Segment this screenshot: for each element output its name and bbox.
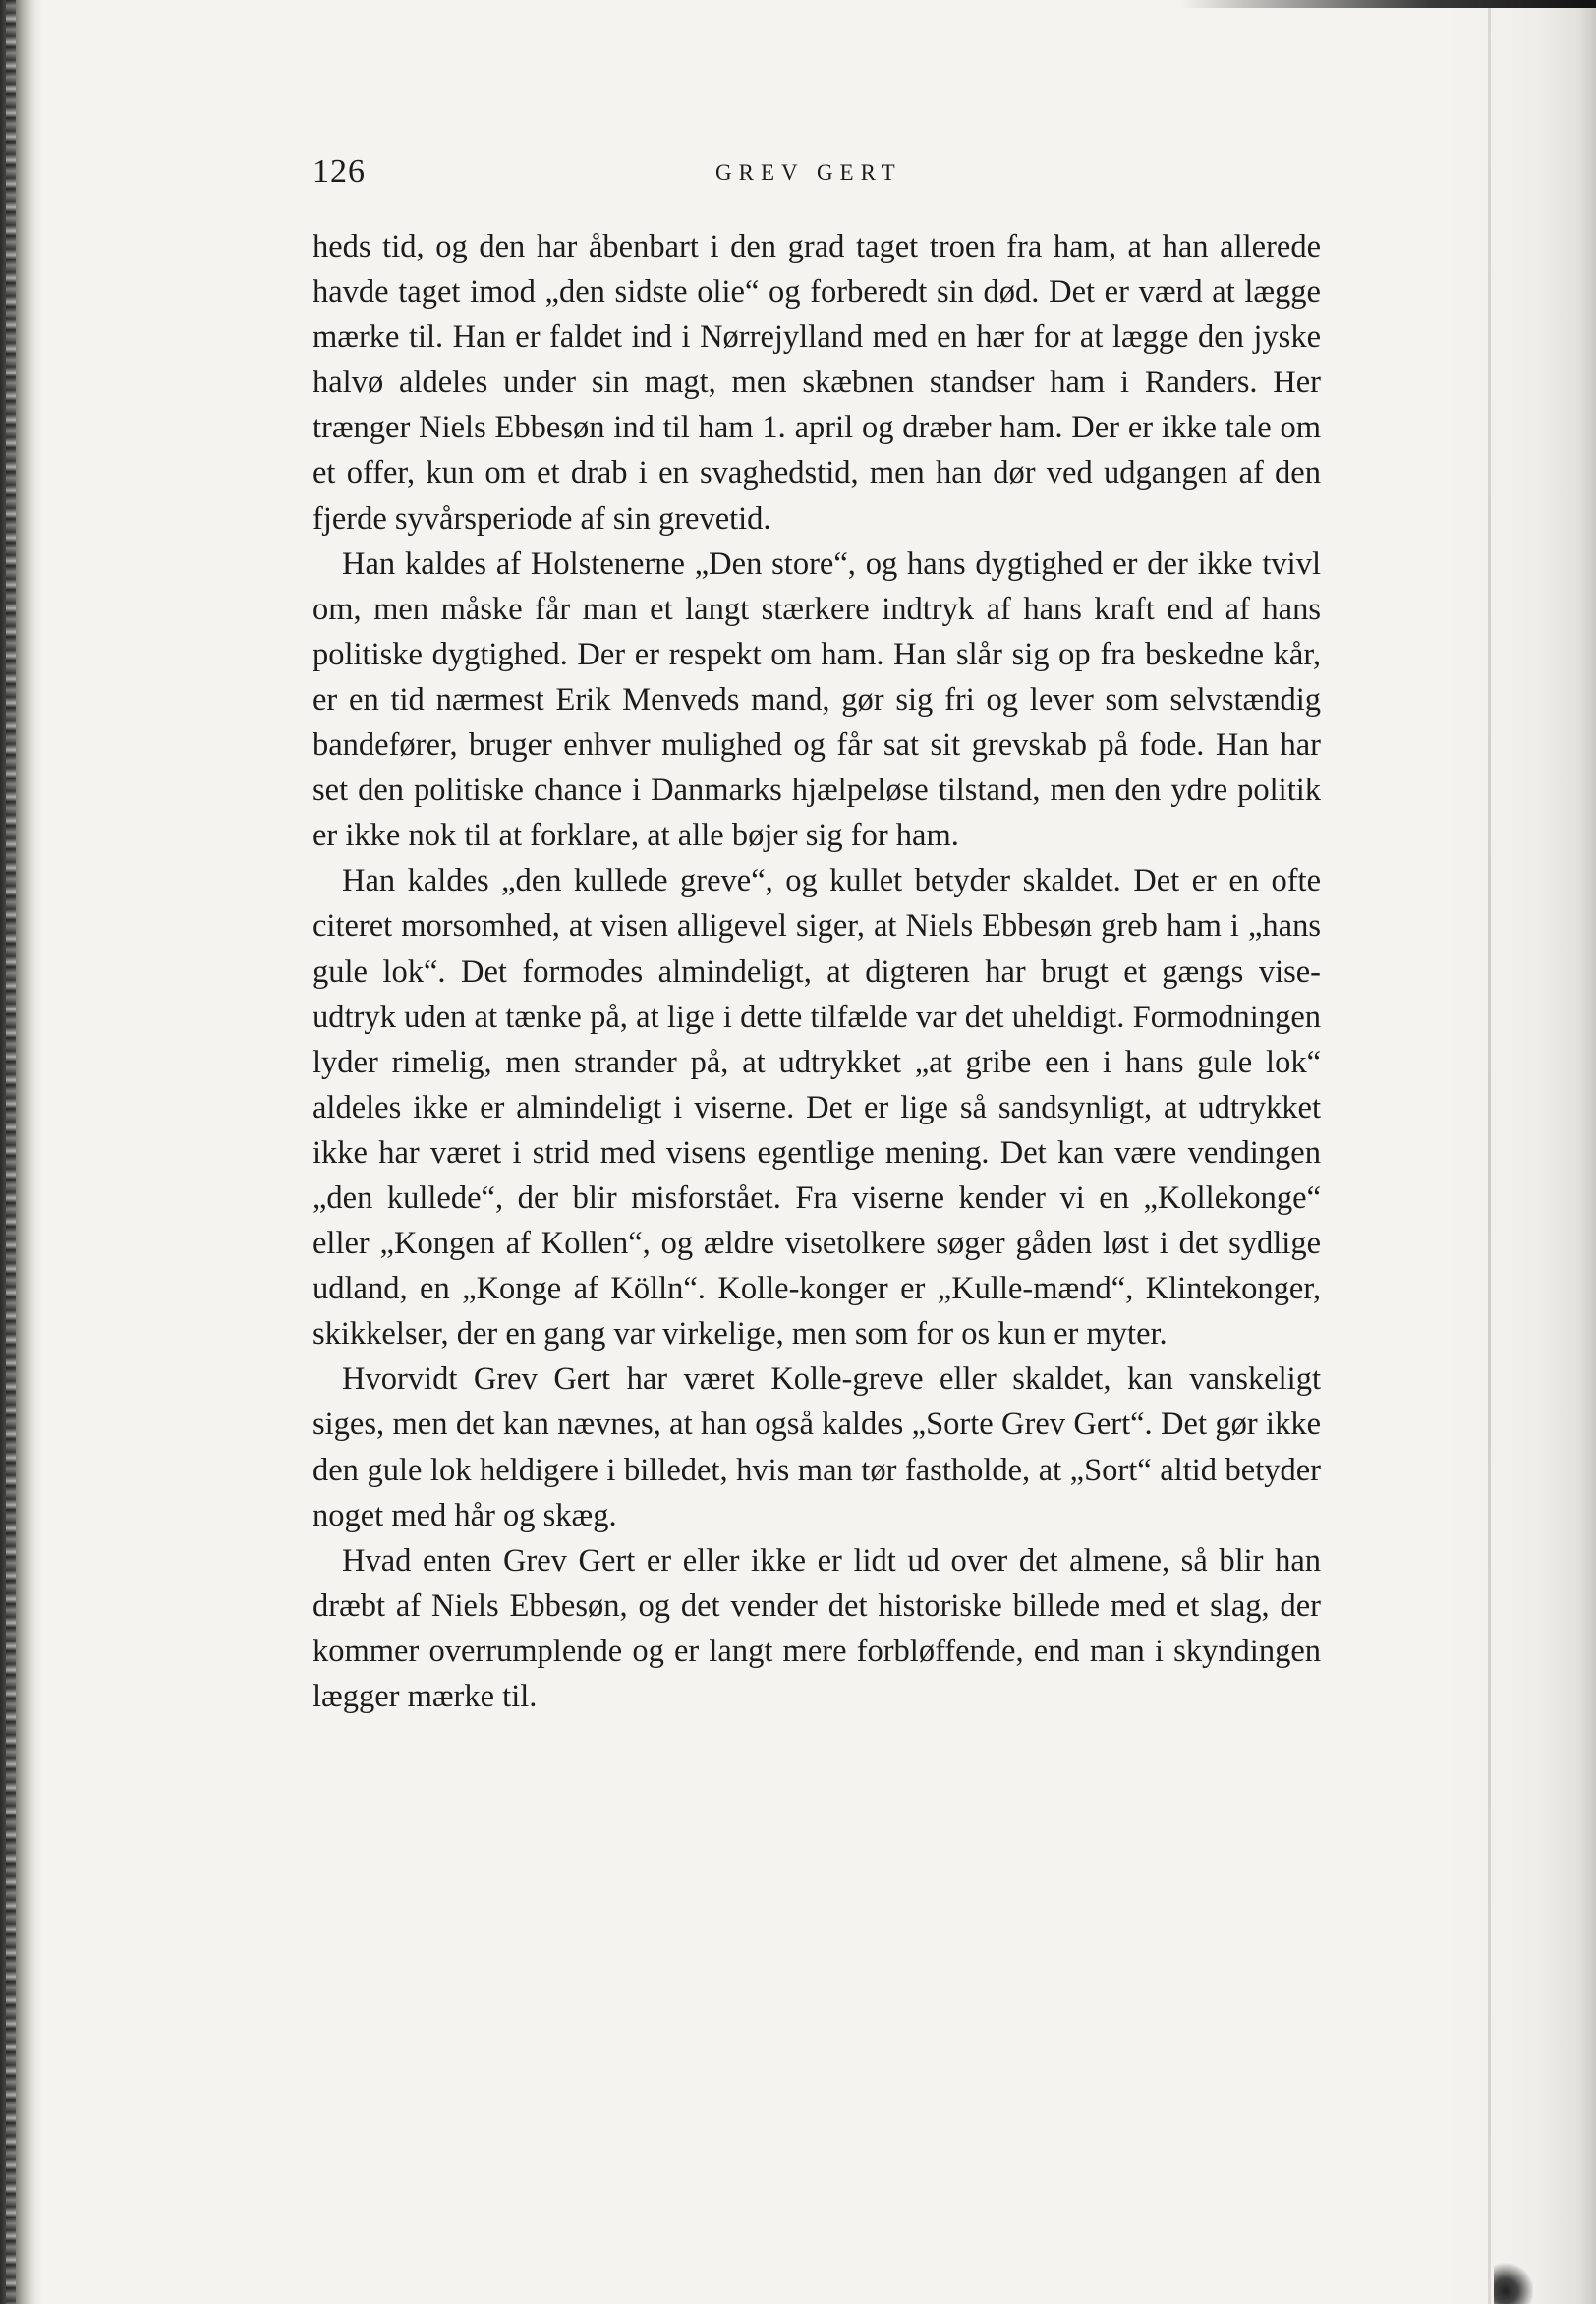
page-number: 126	[313, 153, 366, 190]
scan-edge	[1179, 0, 1596, 8]
page-fold-line	[1488, 0, 1491, 2304]
running-head: GREV GERT	[715, 160, 902, 185]
binding-edge	[6, 0, 16, 2304]
scan-corner-mark	[1494, 2261, 1533, 2304]
page-header	[0, 147, 1596, 197]
paragraph: Hvad enten Grev Gert er eller ikke er lidt ud over det almene, så blir han dræbt af Niels Ebbesøn, og det vender det historiske billede med et slag, der kommer overrumplende og er langt mere forbløffende, end man i skyndingen lægger mærke til.	[313, 1542, 1321, 1714]
paragraph: heds tid, og den har åbenbart i den grad taget troen fra ham, at han allerede havde taget imod „den sidste olie“ og forberedt sin død. Det er værd at lægge mærke til. Han er faldet ind i Nørrejylland med en hær for at lægge den jyske halvø aldeles under sin magt, men skæbnen standser ham i Randers. Her trænger Niels Ebbesøn ind til ham 1. april og dræber ham. Der er ikke tale om et offer, kun om et drab i en svaghedstid, men han dør ved udgangen af den fjerde syvårsperiode af sin grevetid.	[313, 229, 1321, 537]
body-text	[313, 224, 1321, 1719]
paragraph: Hvorvidt Grev Gert har været Kolle-greve eller skaldet, kan vanskeligt siges, men det kan nævnes, at han også kaldes „Sorte Grev Gert“. Det gør ikke den gule lok heldigere i billedet, hvis man tør fastholde, at „Sort“ altid betyder noget med hår og skæg.	[313, 1361, 1321, 1533]
paragraph: Han kaldes af Holstenerne „Den store“, og hans dygtighed er der ikke tvivl om, men måske får man et langt stærkere indtryk af hans kraft end af hans politiske dygtighed. Der er respekt om ham. Han slår sig op fra beskedne kår, er en tid nærmest Erik Menveds mand, gør sig fri og lever som selvstændig bandefører, bruger enhver mulighed og får sat sit grevskab på fode. Han har set den politiske chance i Danmarks hjælpeløse tilstand, men den ydre politik er ikke nok til at forklare, at alle bøjer sig for ham.	[313, 546, 1321, 854]
page-edge-shadow	[1449, 0, 1596, 2304]
paragraph: Han kaldes „den kullede greve“, og kullet betyder skaldet. Det er en ofte citeret morsomhed, at visen alligevel siger, at Niels Ebbesøn greb ham i „hans gule lok“. Det formodes almindeligt, at digteren har brugt et gængs vise-udtryk uden at tænke på, at lige i dette tilfælde var det uheldigt. Formodningen lyder rimelig, men strander på, at udtrykket „at gribe een i hans gule lok“ aldeles ikke er almindeligt i viserne. Det er lige så sandsynligt, at udtrykket ikke har været i strid med visens egentlige mening. Det kan være vendingen „den kullede“, der blir misforstået. Fra viserne kender vi en „Kollekonge“ eller „Kongen af Kollen“, og ældre visetolkere søger gåden løst i det sydlige udland, en „Konge af Kölln“. Kolle-konger er „Kulle-mænd“, Klintekonger, skikkelser, der en gang var virkelige, men som for os kun er myter.	[313, 863, 1321, 1353]
